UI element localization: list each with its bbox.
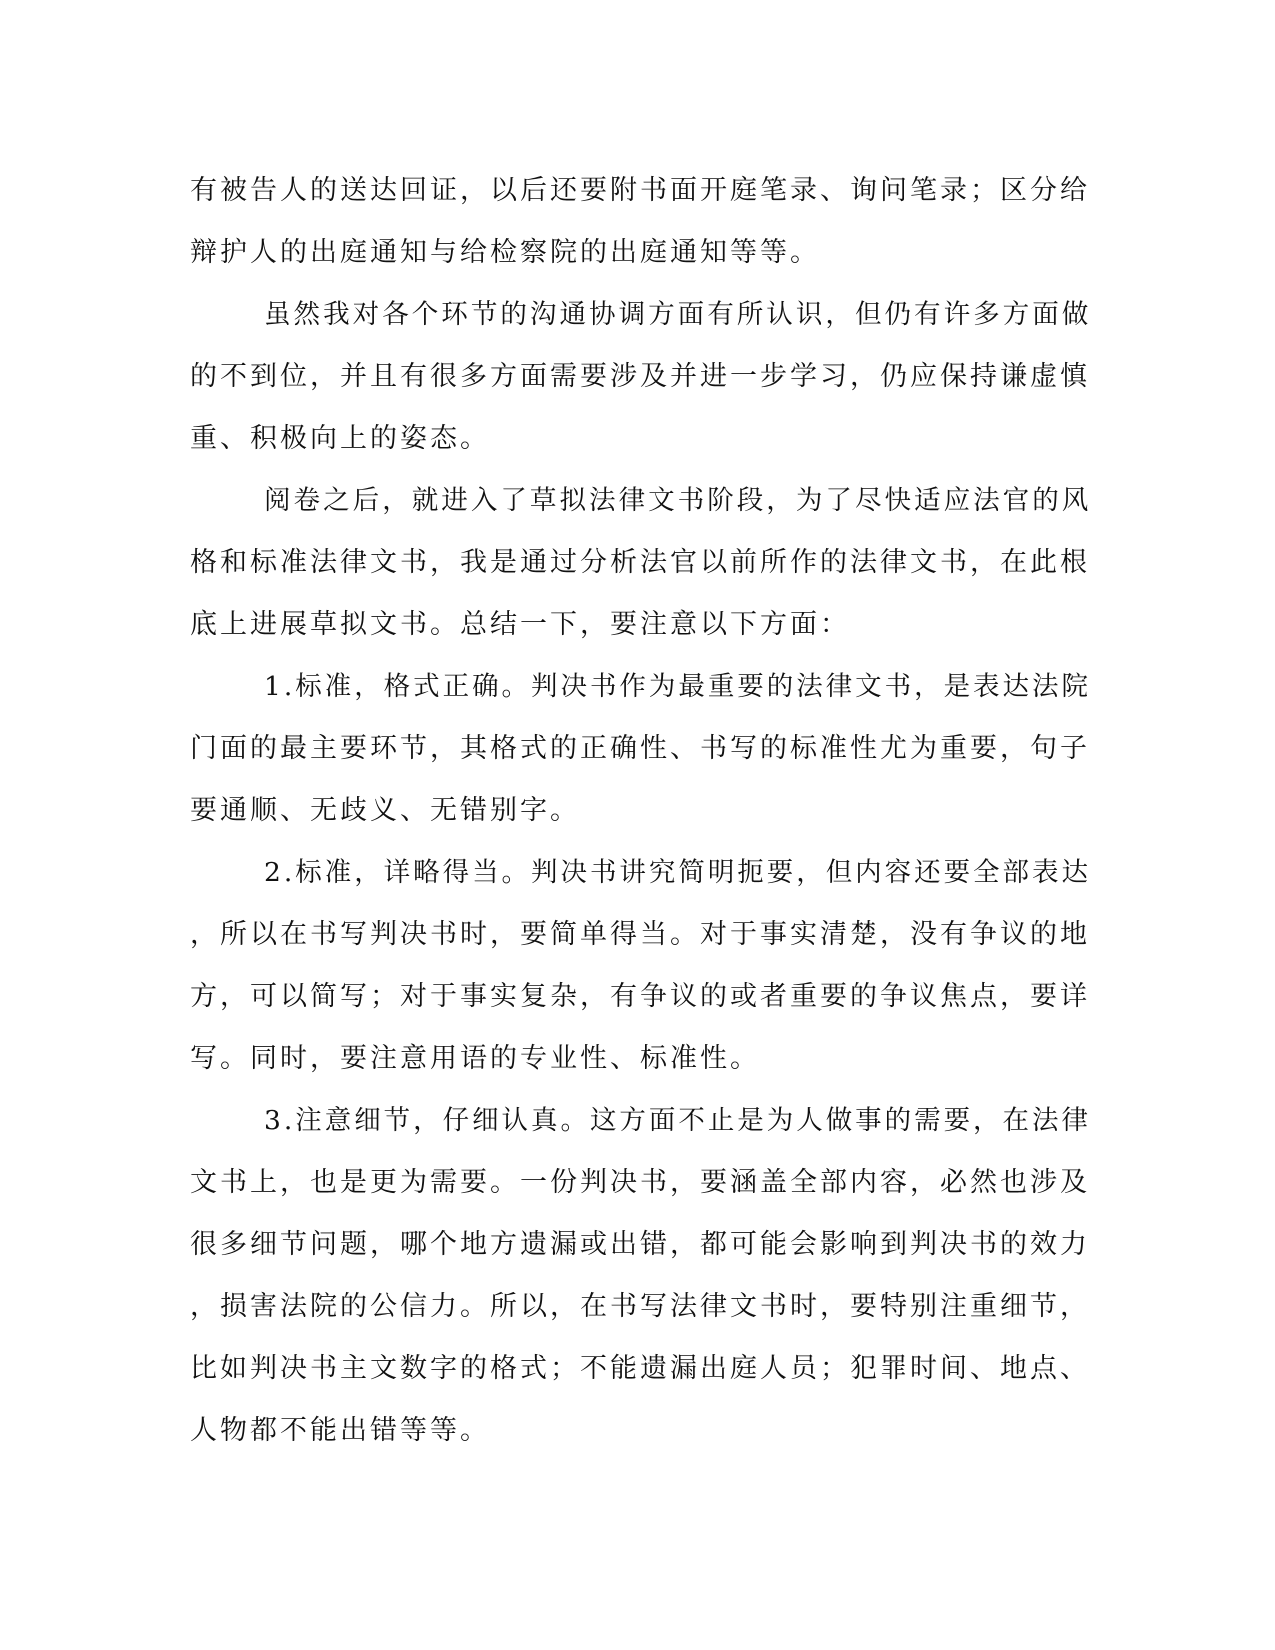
text-line-18: 很多细节问题，哪个地方遗漏或出错，都可能会影响到判决书的效力 [190, 1229, 1090, 1260]
text-line-5: 重、积极向上的姿态。 [190, 423, 490, 454]
text-line-20: 比如判决书主文数字的格式；不能遗漏出庭人员；犯罪时间、地点、 [190, 1353, 1090, 1384]
text-line-19: ，损害法院的公信力。所以，在书写法律文书时，要特别注重细节， [190, 1291, 1090, 1322]
text-line-12: 2.标准，详略得当。判决书讲究简明扼要，但内容还要全部表达 [264, 857, 1091, 888]
text-line-13: ，所以在书写判决书时，要简单得当。对于事实清楚，没有争议的地 [190, 919, 1090, 950]
text-line-7: 格和标准法律文书，我是通过分析法官以前所作的法律文书，在此根 [190, 547, 1090, 578]
text-line-10: 门面的最主要环节，其格式的正确性、书写的标准性尤为重要，句子 [190, 733, 1090, 764]
text-line-3: 虽然我对各个环节的沟通协调方面有所认识，但仍有许多方面做 [264, 299, 1092, 330]
text-line-2: 辩护人的出庭通知与给检察院的出庭通知等等。 [190, 237, 820, 268]
text-line-14: 方，可以简写；对于事实复杂，有争议的或者重要的争议焦点，要详 [190, 981, 1090, 1012]
text-line-15: 写。同时，要注意用语的专业性、标准性。 [190, 1043, 760, 1074]
text-line-16: 3.注意细节，仔细认真。这方面不止是为人做事的需要，在法律 [264, 1105, 1091, 1136]
text-line-1: 有被告人的送达回证，以后还要附书面开庭笔录、询问笔录；区分给 [190, 175, 1090, 206]
text-line-8: 底上进展草拟文书。总结一下，要注意以下方面： [190, 609, 850, 640]
text-line-9: 1.标准，格式正确。判决书作为最重要的法律文书，是表达法院 [264, 671, 1091, 702]
text-line-11: 要通顺、无歧义、无错别字。 [190, 795, 580, 826]
document-body [190, 160, 1090, 1462]
text-line-21: 人物都不能出错等等。 [190, 1415, 490, 1446]
text-line-17: 文书上，也是更为需要。一份判决书，要涵盖全部内容，必然也涉及 [190, 1167, 1090, 1198]
text-line-6: 阅卷之后，就进入了草拟法律文书阶段，为了尽快适应法官的风 [264, 485, 1092, 516]
text-line-4: 的不到位，并且有很多方面需要涉及并进一步学习，仍应保持谦虚慎 [190, 361, 1090, 392]
